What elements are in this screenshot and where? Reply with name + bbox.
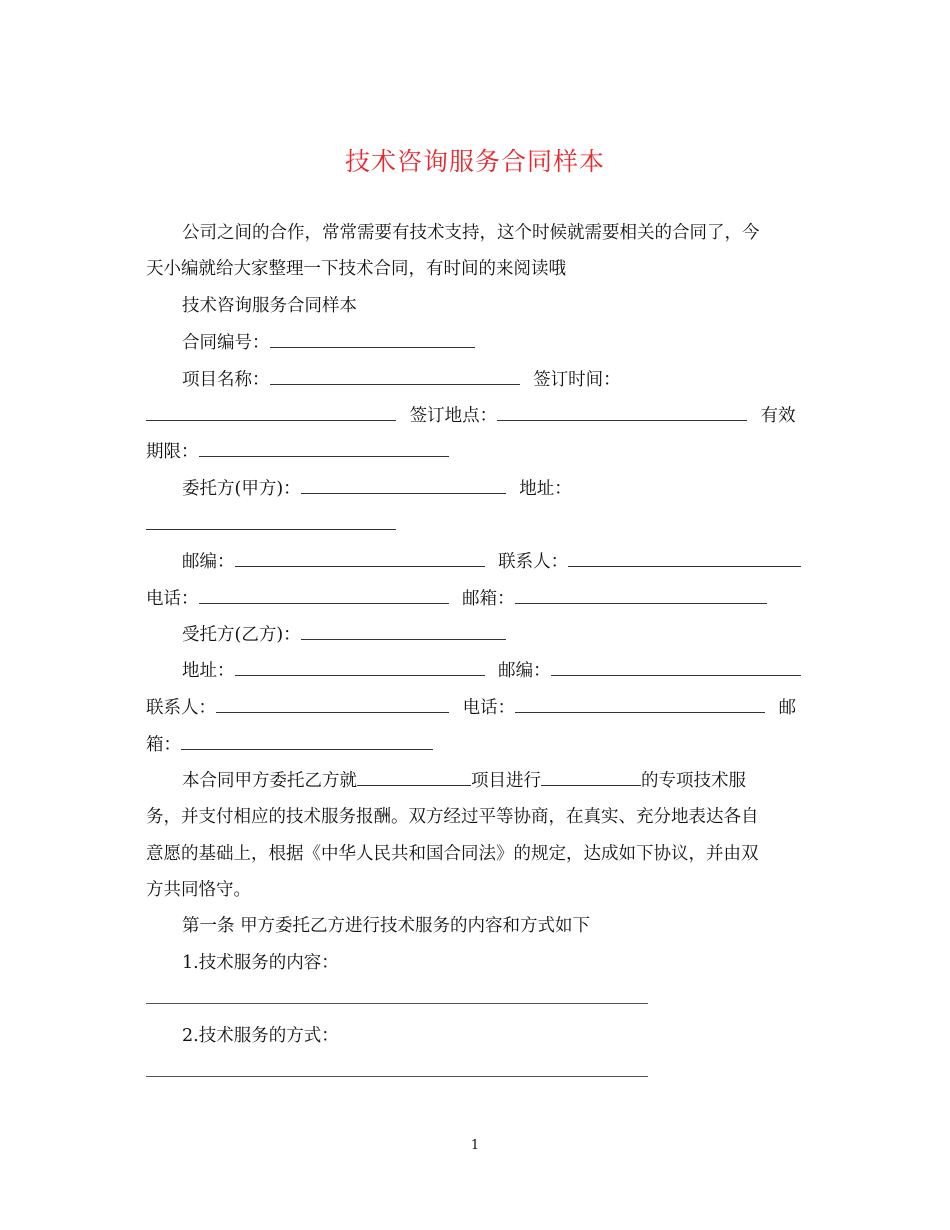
- body-1c: 的专项技术服: [641, 771, 746, 791]
- party-b-postcode-blank[interactable]: [551, 659, 801, 676]
- party-a-phone-row: [146, 587, 767, 611]
- sign-place-label: 签订地点：: [409, 406, 498, 426]
- party-a-email-label: 邮箱：: [462, 589, 515, 609]
- contract-no-label: 合同编号：: [182, 333, 270, 353]
- party-b-phone-blank[interactable]: [515, 696, 765, 713]
- party-a-phone-label: 电话：: [146, 589, 199, 609]
- valid-row: [146, 440, 449, 464]
- party-b-address-label: 地址：: [182, 661, 235, 681]
- party-b-phone-label: 电话：: [462, 698, 516, 718]
- item-2-label: 2.技术服务的方式：: [182, 1026, 339, 1046]
- party-a-label: 委托方(甲方)：: [182, 479, 301, 499]
- item-1-label: 1.技术服务的内容：: [182, 953, 339, 973]
- page-number: 1: [470, 1138, 480, 1153]
- item-2-blank-line[interactable]: [146, 1076, 648, 1077]
- party-b-email-label-b: 箱：: [146, 735, 181, 755]
- body-line-2: 务，并支付相应的技术服务报酬。双方经过平等协商，在真实、充分地表达各自: [146, 807, 759, 827]
- party-a-email-blank[interactable]: [515, 587, 767, 604]
- party-a-row: [182, 477, 572, 501]
- party-a-contact-blank[interactable]: [568, 550, 801, 567]
- article-1: 第一条 甲方委托乙方进行技术服务的内容和方式如下: [182, 916, 591, 936]
- party-a-postcode-row: [182, 550, 801, 574]
- body-line-4: 方共同恪守。: [146, 880, 251, 900]
- sign-place-row: [146, 404, 796, 428]
- party-b-contact-blank[interactable]: [216, 696, 449, 713]
- party-b-address-row: [182, 659, 801, 683]
- sub-title: 技术咨询服务合同样本: [182, 296, 357, 316]
- project-name-row: [182, 368, 621, 392]
- party-a-address-blank[interactable]: [146, 513, 396, 530]
- sign-time-label: 签订时间：: [533, 370, 621, 390]
- body-line-3: 意愿的基础上，根据《中华人民共和国合同法》的规定，达成如下协议，并由双: [146, 844, 759, 864]
- valid-label-a: 有效: [760, 406, 796, 426]
- party-b-email-blank[interactable]: [181, 733, 433, 750]
- party-a-postcode-blank[interactable]: [235, 550, 485, 567]
- party-a-address-label: 地址：: [519, 479, 572, 499]
- sign-place-blank[interactable]: [497, 404, 747, 421]
- party-a-postcode-label: 邮编：: [182, 552, 235, 572]
- valid-blank[interactable]: [199, 440, 449, 457]
- contract-no-row: [182, 331, 475, 355]
- party-b-row: [182, 623, 506, 647]
- party-a-phone-blank[interactable]: [199, 587, 449, 604]
- party-b-blank[interactable]: [301, 623, 506, 640]
- party-a-contact-label: 联系人：: [498, 552, 569, 572]
- party-b-contact-row: [146, 696, 796, 720]
- contract-no-blank[interactable]: [270, 331, 475, 348]
- body-1b: 项目进行: [471, 771, 541, 791]
- sign-time-blank[interactable]: [146, 404, 396, 421]
- party-b-email-row: [146, 733, 433, 757]
- party-b-email-label-a: 邮: [778, 698, 797, 718]
- item-1-blank-line[interactable]: [146, 1003, 648, 1004]
- document-title: 技术咨询服务合同样本: [344, 147, 605, 176]
- intro-line-1: 公司之间的合作，常常需要有技术支持，这个时候就需要相关的合同了，今: [182, 223, 760, 243]
- party-b-postcode-label: 邮编：: [498, 661, 551, 681]
- party-b-address-blank[interactable]: [235, 659, 485, 676]
- party-a-blank[interactable]: [301, 477, 506, 494]
- project-name-blank[interactable]: [270, 368, 520, 385]
- body-line-1: [182, 769, 746, 793]
- project-name-label: 项目名称：: [182, 370, 270, 390]
- party-a-address-row: [146, 513, 396, 537]
- project-blank[interactable]: [357, 769, 471, 786]
- valid-label-b: 期限：: [146, 442, 199, 462]
- intro-line-2: 天小编就给大家整理一下技术合同，有时间的来阅读哦: [146, 259, 566, 279]
- party-b-label: 受托方(乙方)：: [182, 625, 301, 645]
- body-1a: 本合同甲方委托乙方就: [182, 771, 357, 791]
- party-b-contact-label: 联系人：: [146, 698, 216, 718]
- service-blank[interactable]: [541, 769, 641, 786]
